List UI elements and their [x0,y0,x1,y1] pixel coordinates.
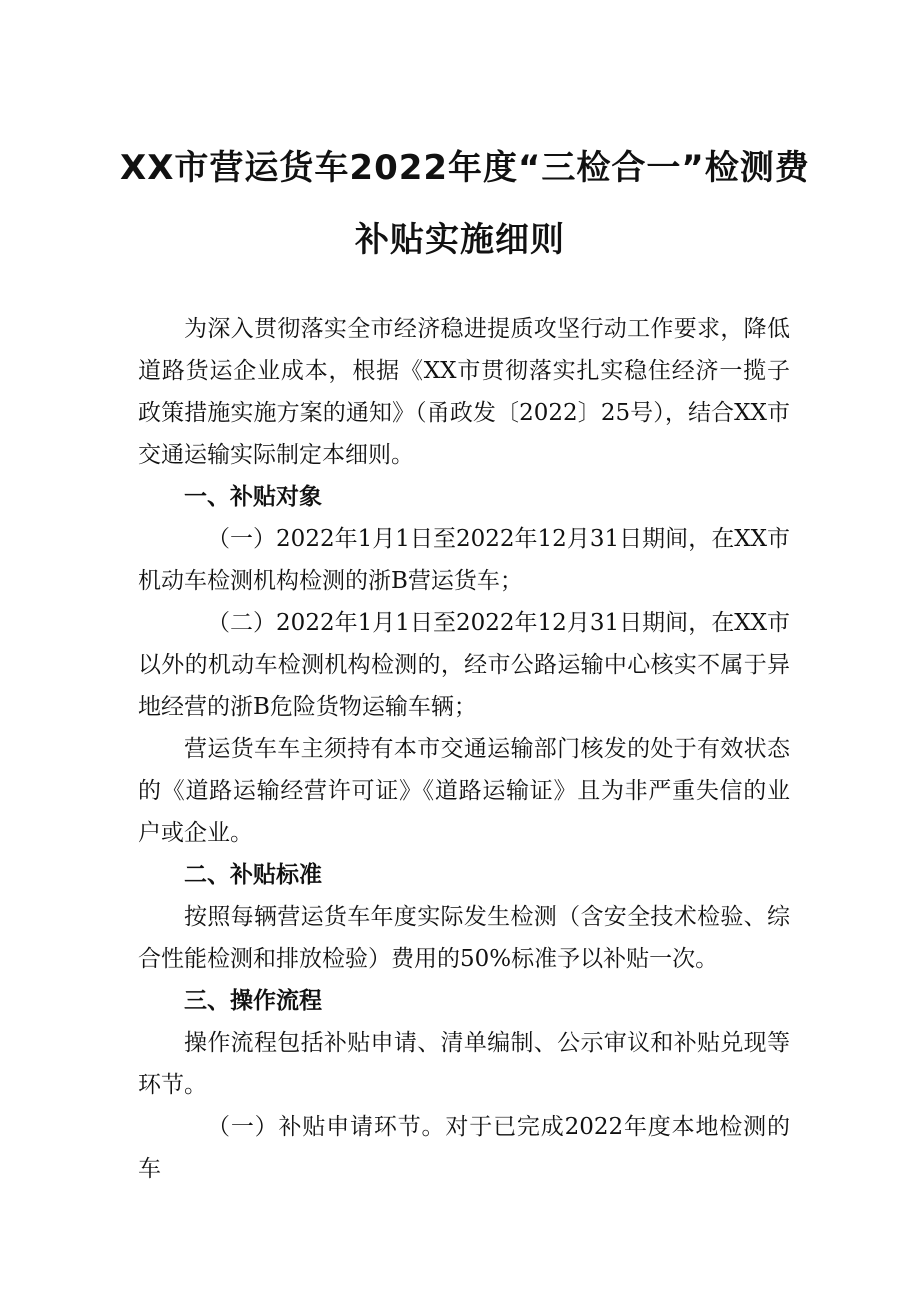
standard-paragraph: 按照每辆营运货车年度实际发生检测（含安全技术检验、综合性能检测和排放检验）费用的50%标准予以补贴一次。 [138,904,790,972]
document-title-line-1: XX市营运货车2022年度“三检合一”检测费 [120,148,810,188]
section-heading-procedure: 三、操作流程 [184,988,322,1014]
document-title-line-2: 补贴实施细则 [355,220,565,260]
document-body [138,308,790,1190]
target-note: 营运货车车主须持有本市交通运输部门核发的处于有效状态的《道路运输经营许可证》《道路运输证》且为非严重失信的业户或企业。 [138,736,790,846]
procedure-paragraph: 操作流程包括补贴申请、清单编制、公示审议和补贴兑现等环节。 [138,1030,790,1098]
section-heading-subsidy-target: 一、补贴对象 [184,484,322,510]
intro-paragraph: 为深入贯彻落实全市经济稳进提质攻坚行动工作要求，降低道路货运企业成本，根据《XX市贯彻落实扎实稳住经济一揽子政策措施实施方案的通知》（甬政发〔2022〕25号），结合XX市交通运输实际制定本细则。 [138,316,790,468]
target-item-1: （一）2022年1月1日至2022年12月31日期间，在XX市机动车检测机构检测的浙B营运货车； [138,526,790,594]
procedure-item-1: （一）补贴申请环节。对于已完成2022年度本地检测的车 [138,1114,790,1182]
target-item-2: （二）2022年1月1日至2022年12月31日期间，在XX市以外的机动车检测机构检测的，经市公路运输中心核实不属于异地经营的浙B危险货物运输车辆； [138,610,790,720]
section-heading-subsidy-standard: 二、补贴标准 [184,862,322,888]
